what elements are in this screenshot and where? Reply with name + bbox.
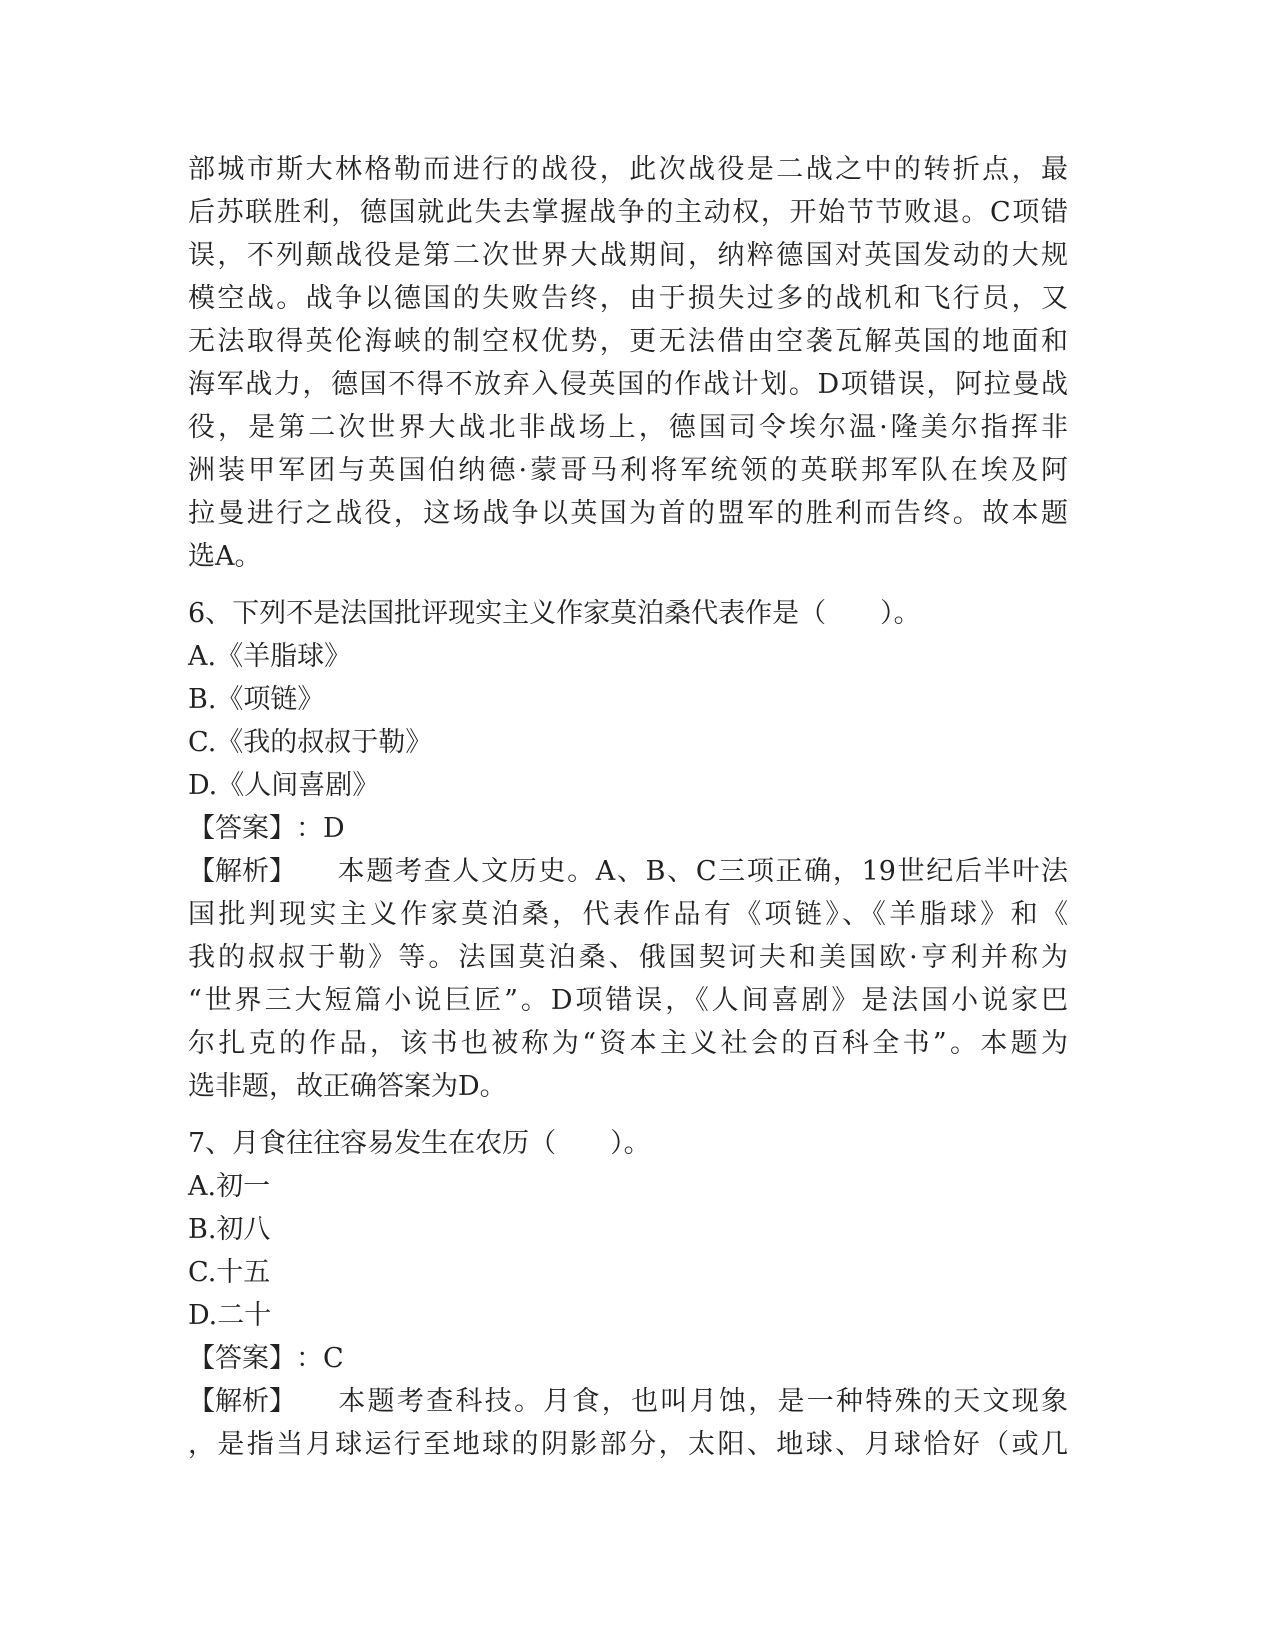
- text-line: 洲装甲军团与英国伯纳德·蒙哥马利将军统领的英联邦军队在埃及阿: [188, 455, 1068, 486]
- paragraph-gap: [188, 578, 1068, 592]
- option-a: A.《羊脂球》: [188, 641, 352, 672]
- option-d: D.二十: [188, 1300, 272, 1331]
- text-line: 模空战。战争以德国的失败告终，由于损失过多的战机和飞行员，又: [188, 283, 1068, 314]
- question-7: [188, 1122, 1068, 1466]
- analysis-label: 【解析】: [188, 856, 296, 887]
- option-b: B.初八: [188, 1214, 271, 1245]
- analysis-first-line: [188, 1380, 1068, 1423]
- analysis-line: 尔扎克的作品，该书也被称为“资本主义社会的百科全书”。本题为: [188, 1028, 1068, 1059]
- text-line: 役，是第二次世界大战北非战场上，德国司令埃尔温·隆美尔指挥非: [188, 412, 1068, 443]
- question-6: [188, 592, 1068, 1108]
- text-line: 选A。: [188, 541, 262, 572]
- analysis-line: ，是指当月球运行至地球的阴影部分，太阳、地球、月球恰好（或几: [188, 1429, 1068, 1460]
- text-line: 拉曼进行之战役，这场战争以英国为首的盟军的胜利而告终。故本题: [188, 498, 1068, 529]
- question-text: 6、下列不是法国批评现实主义作家莫泊桑代表作是（ ）。: [188, 598, 921, 629]
- option-a: A.初一: [188, 1171, 271, 1202]
- answer-label: 【答案】: [188, 813, 296, 844]
- answer-label: 【答案】: [188, 1343, 296, 1374]
- analysis-text: 本题考查科技。月食，也叫月蚀，是一种特殊的天文现象: [336, 1386, 1068, 1417]
- analysis-text: 本题考查人文历史。A、B、C三项正确，19世纪后半叶法: [336, 856, 1068, 887]
- answer-value: ：C: [296, 1343, 344, 1374]
- text-line: 误，不列颠战役是第二次世界大战期间，纳粹德国对英国发动的大规: [188, 240, 1068, 271]
- text-line: 海军战力，德国不得不放弃入侵英国的作战计划。D项错误，阿拉曼战: [188, 369, 1068, 400]
- analysis-label: 【解析】: [188, 1386, 296, 1417]
- option-c: C.《我的叔叔于勒》: [188, 727, 433, 758]
- text-line: 无法取得英伦海峡的制空权优势，更无法借由空袭瓦解英国的地面和: [188, 326, 1068, 357]
- analysis-line: “世界三大短篇小说巨匠”。D项错误，《人间喜剧》是法国小说家巴: [188, 985, 1068, 1016]
- answer-line: [188, 807, 1068, 850]
- document-body: [188, 148, 1068, 1466]
- question-text: 7、月食往往容易发生在农历（ ）。: [188, 1128, 651, 1159]
- analysis-line: 我的叔叔于勒》等。法国莫泊桑、俄国契诃夫和美国欧·亨利并称为: [188, 942, 1068, 973]
- answer-line: [188, 1337, 1068, 1380]
- analysis-line: 国批判现实主义作家莫泊桑，代表作品有《项链》、《羊脂球》和《: [188, 899, 1068, 930]
- text-line: 部城市斯大林格勒而进行的战役，此次战役是二战之中的转折点，最: [188, 154, 1068, 185]
- text-line: 后苏联胜利，德国就此失去掌握战争的主动权，开始节节败退。C项错: [188, 197, 1068, 228]
- option-b: B.《项链》: [188, 684, 325, 715]
- option-d: D.《人间喜剧》: [188, 770, 380, 801]
- option-c: C.十五: [188, 1257, 271, 1288]
- analysis-first-line: [188, 850, 1068, 893]
- analysis-line: 选非题，故正确答案为D。: [188, 1071, 507, 1102]
- paragraph-gap: [188, 1108, 1068, 1122]
- previous-analysis: [188, 148, 1068, 578]
- answer-value: ：D: [296, 813, 345, 844]
